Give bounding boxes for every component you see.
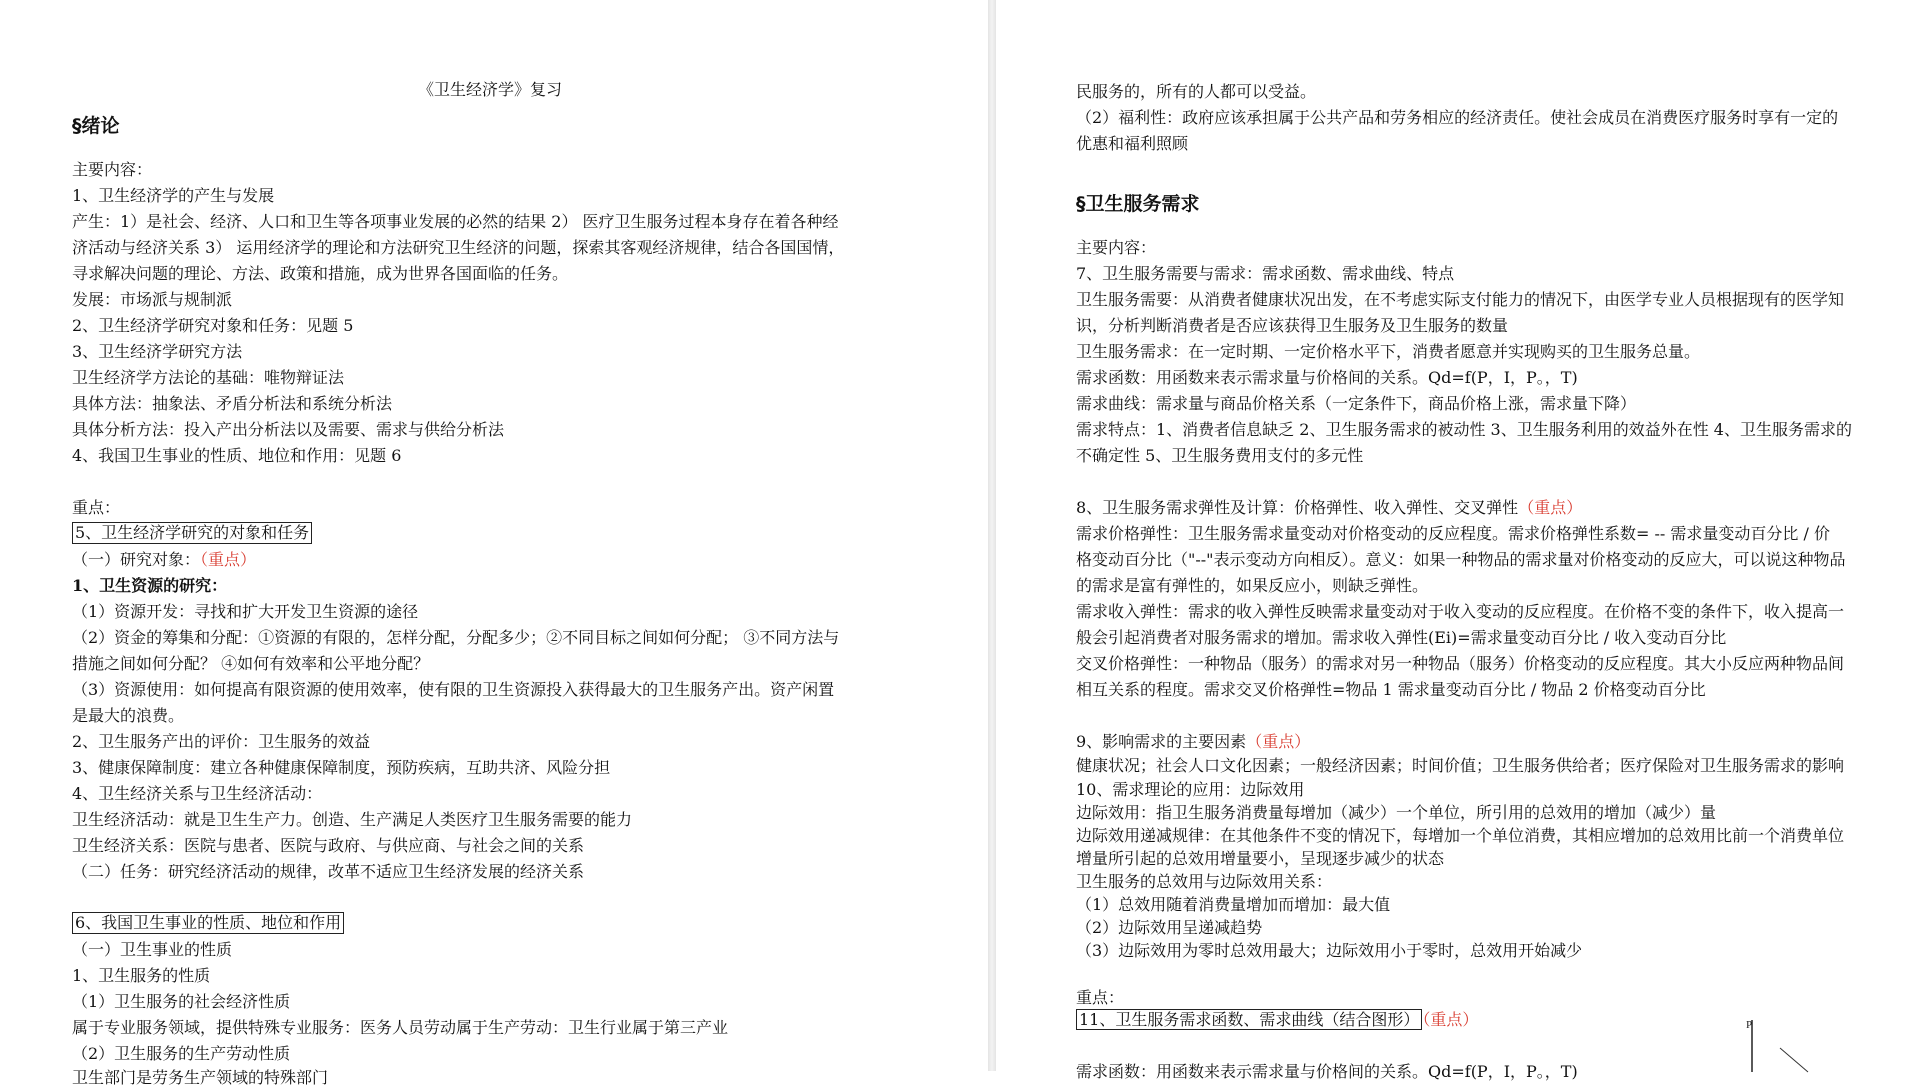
text-line: 是最大的浪费。 (72, 706, 185, 725)
right-page (996, 0, 1932, 1081)
text-line: 1、卫生经济学的产生与发展 (72, 186, 275, 205)
text-line: （2）资金的筹集和分配：①资源的有限的，怎样分配，分配多少；②不同目标之间如何分配； ③不同方法与 (72, 628, 840, 647)
text-line: 需求价格弹性：卫生服务需求量变动对价格变动的反应程度。需求价格弹性系数= -- 需求量变动百分比 / 价 (1076, 524, 1830, 543)
text-line: 10、需求理论的应用：边际效用 (1076, 780, 1305, 799)
text-line: 寻求解决问题的理论、方法、政策和措施，成为世界各国面临的任务。 (72, 264, 569, 283)
key-point-tag: （重点） (1422, 1010, 1479, 1029)
text-line (1076, 1010, 1478, 1030)
text-line: （3）边际效用为零时总效用最大；边际效用小于零时，总效用开始减少 (1076, 941, 1583, 960)
text-line: 卫生经济关系：医院与患者、医院与政府、与供应商、与社会之间的关系 (72, 836, 585, 855)
text-line: （2）福利性：政府应该承担属于公共产品和劳务相应的经济责任。使社会成员在消费医疗服务时享有一定的 (1076, 108, 1839, 127)
text-line: 属于专业服务领域，提供特殊专业服务：医务人员劳动属于生产劳动：卫生行业属于第三产业 (72, 1018, 729, 1037)
text-line: 2、卫生经济学研究对象和任务：见题 5 (72, 316, 354, 335)
text-line (1076, 498, 1582, 518)
text-line: 卫生服务需求：在一定时期、一定价格水平下，消费者愿意并实现购买的卫生服务总量。 (1076, 342, 1701, 361)
text-line: 需求函数：用函数来表示需求量与价格间的关系。Qd=f(P，I，P。，T) (1076, 1062, 1578, 1081)
text-line: （1）总效用随着消费量增加而增加：最大值 (1076, 895, 1391, 914)
text-line: 需求特点：1、消费者信息缺乏 2、卫生服务需求的被动性 3、卫生服务利用的效益外在性 4、卫生服务需求的 (1076, 420, 1852, 439)
text-line: 1、卫生资源的研究： (72, 576, 228, 595)
document-title: 《卫生经济学》复习 (418, 80, 563, 99)
section-heading-demand: §卫生服务需求 (1076, 193, 1200, 215)
text-line: 健康状况；社会人口文化因素；一般经济因素；时间价值；卫生服务供给者；医疗保险对卫生服务需求的影响 (1076, 756, 1845, 775)
graph-axis-label: P (1746, 1019, 1753, 1031)
text-line: 卫生经济学方法论的基础：唯物辩证法 (72, 368, 345, 387)
text-line: 不确定性 5、卫生服务费用支付的多元性 (1076, 446, 1364, 465)
text-line: 需求曲线：需求量与商品价格关系（一定条件下，商品价格上涨，需求量下降） (1076, 394, 1637, 413)
text-line: 相互关系的程度。需求交叉价格弹性=物品 1 需求量变动百分比 / 物品 2 价格变动百分比 (1076, 680, 1706, 699)
text-line: 具体方法：抽象法、矛盾分析法和系统分析法 (72, 394, 393, 413)
text-line: 边际效用：指卫生服务消费量每增加（减少）一个单位，所引用的总效用的增加（减少）量 (1076, 803, 1717, 822)
text-line (72, 550, 256, 570)
text-line: 交叉价格弹性：一种物品（服务）的需求对另一种物品（服务）价格变动的反应程度。其大小反应两种物品间 (1076, 654, 1845, 673)
demand-curve-graph-fragment (1744, 1014, 1864, 1072)
text-line: 识，分析判断消费者是否应该获得卫生服务及卫生服务的数量 (1076, 316, 1509, 335)
text-line: 卫生部门是劳务生产领域的特殊部门 (72, 1068, 329, 1087)
text-line: 重点： (1076, 988, 1125, 1007)
boxed-topic-heading: 11、卫生服务需求函数、需求曲线（结合图形） (1076, 1009, 1422, 1030)
text-line: 1、卫生服务的性质 (72, 966, 211, 985)
text-line: 格变动百分比（"--"表示变动方向相反）。意义：如果一种物品的需求量对价格变动的反应大，可以说这种物品 (1076, 550, 1846, 569)
text-line (1076, 732, 1310, 752)
text-line: 需求收入弹性：需求的收入弹性反映需求量变动对于收入变动的反应程度。在价格不变的条件下，收入提高一 (1076, 602, 1845, 621)
section-heading-intro: §绪论 (72, 115, 120, 137)
text-line: 具体分析方法：投入产出分析法以及需要、需求与供给分析法 (72, 420, 505, 439)
boxed-topic-heading: 6、我国卫生事业的性质、地位和作用 (72, 912, 344, 934)
text-span: 8、卫生服务需求弹性及计算：价格弹性、收入弹性、交叉弹性 (1076, 498, 1519, 517)
text-span: （一）研究对象： (72, 550, 201, 569)
text-line: 卫生服务的总效用与边际效用关系： (1076, 872, 1333, 891)
text-line: 发展：市场派与规制派 (72, 290, 233, 309)
text-line: 产生：1）是社会、经济、人口和卫生等各项事业发展的必然的结果 2） 医疗卫生服务过程本身存在着各种经 (72, 212, 839, 231)
text-line: 卫生经济活动：就是卫生生产力。创造、生产满足人类医疗卫生服务需要的能力 (72, 810, 633, 829)
text-line: （一）卫生事业的性质 (72, 940, 233, 959)
text-line: 主要内容： (1076, 238, 1157, 257)
text-line: 重点： (72, 498, 121, 517)
text-line: 优惠和福利照顾 (1076, 134, 1189, 153)
text-line: 4、卫生经济关系与卫生经济活动： (72, 784, 323, 803)
page-gutter (988, 0, 996, 1071)
key-point-tag: （重点） (200, 550, 257, 569)
text-line: 措施之间如何分配？ ④如何有效率和公平地分配？ (72, 654, 430, 673)
text-line: 边际效用递减规律：在其他条件不变的情况下，每增加一个单位消费，其相应增加的总效用比前一个消费单位 (1076, 826, 1845, 845)
graph-demand-curve (1780, 1048, 1808, 1072)
boxed-topic-heading: 5、卫生经济学研究的对象和任务 (72, 522, 312, 544)
text-line: 3、卫生经济学研究方法 (72, 342, 243, 361)
text-line: 增量所引起的总效用增量要小，呈现逐步减少的状态 (1076, 849, 1445, 868)
text-line: 民服务的，所有的人都可以受益。 (1076, 82, 1317, 101)
key-point-tag: （重点） (1518, 498, 1583, 517)
text-line: 4、我国卫生事业的性质、地位和作用：见题 6 (72, 446, 402, 465)
text-line: 7、卫生服务需要与需求：需求函数、需求曲线、特点 (1076, 264, 1455, 283)
text-line: （1）资源开发：寻找和扩大开发卫生资源的途径 (72, 602, 419, 621)
text-line: 的需求是富有弹性的，如果反应小，则缺乏弹性。 (1076, 576, 1429, 595)
key-point-tag: （重点） (1246, 732, 1311, 751)
text-line: （2）边际效用呈递减趋势 (1076, 918, 1263, 937)
text-line: 2、卫生服务产出的评价：卫生服务的效益 (72, 732, 371, 751)
text-line: （3）资源使用：如何提高有限资源的使用效率，使有限的卫生资源投入获得最大的卫生服务产出。资产闲置 (72, 680, 835, 699)
text-line: 需求函数：用函数来表示需求量与价格间的关系。Qd=f(P，I，P。，T) (1076, 368, 1578, 387)
text-span: 9、影响需求的主要因素 (1076, 732, 1247, 751)
text-line: 3、健康保障制度：建立各种健康保障制度，预防疾病，互助共济、风险分担 (72, 758, 611, 777)
text-line: 般会引起消费者对服务需求的增加。需求收入弹性(Ei)=需求量变动百分比 / 收入变动百分比 (1076, 628, 1727, 647)
text-line: 卫生服务需要：从消费者健康状况出发，在不考虑实际支付能力的情况下，由医学专业人员根据现有的医学知 (1076, 290, 1845, 309)
text-line: 主要内容： (72, 160, 153, 179)
text-line: （1）卫生服务的社会经济性质 (72, 992, 291, 1011)
text-line: （2）卫生服务的生产劳动性质 (72, 1044, 291, 1063)
text-line: 济活动与经济关系 3） 运用经济学的理论和方法研究卫生经济的问题，探索其客观经济规律，结合各国国情， (72, 238, 845, 257)
text-line: （二）任务：研究经济活动的规律，改革不适应卫生经济发展的经济关系 (72, 862, 585, 881)
